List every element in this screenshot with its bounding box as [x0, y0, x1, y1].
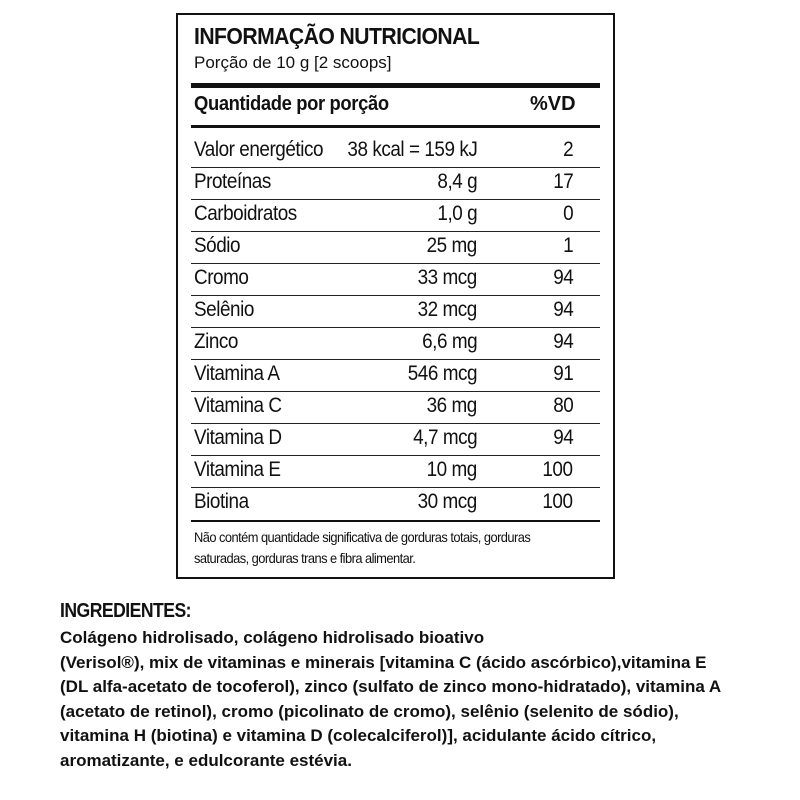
nutrient-name: Carboidratos [194, 202, 297, 225]
nutrient-vd: 94 [552, 330, 573, 353]
nutrient-name: Vitamina A [194, 362, 280, 385]
divider-thick [191, 83, 600, 88]
nutrient-quantity: 36 mg [426, 394, 477, 417]
table-row [191, 424, 600, 456]
divider-footer [191, 520, 600, 522]
portion-size: Porção de 10 g [2 scoops] [194, 53, 392, 72]
nutrient-quantity: 38 kcal = 159 kJ [347, 138, 477, 161]
nutrient-name: Vitamina E [194, 458, 281, 481]
table-row [191, 168, 600, 200]
table-row [191, 232, 600, 264]
divider-header [191, 125, 600, 128]
nutrient-table [191, 136, 600, 519]
table-row [191, 360, 600, 392]
nutrient-quantity: 1,0 g [437, 202, 477, 225]
nutrient-vd: 94 [552, 426, 573, 449]
table-row [191, 328, 600, 360]
nutrient-quantity: 10 mg [426, 458, 477, 481]
nutrient-quantity: 32 mcg [417, 298, 477, 321]
table-row [191, 488, 600, 519]
table-row [191, 456, 600, 488]
ingredients-title: INGREDIENTES: [60, 600, 192, 622]
table-row [191, 136, 600, 168]
panel-title: INFORMAÇÃO NUTRICIONAL [194, 23, 480, 49]
nutrient-vd: 17 [552, 170, 573, 193]
nutrient-vd: 94 [552, 298, 573, 321]
nutrient-name: Sódio [194, 234, 241, 257]
nutrition-facts-panel [176, 13, 615, 579]
nutrient-vd: 100 [542, 458, 573, 481]
table-row [191, 264, 600, 296]
nutrient-quantity: 6,6 mg [421, 330, 477, 353]
nutrient-vd: 91 [552, 362, 573, 385]
nutrient-name: Proteínas [194, 170, 271, 193]
table-row [191, 296, 600, 328]
table-row [191, 200, 600, 232]
nutrient-name: Selênio [194, 298, 254, 321]
nutrient-quantity: 30 mcg [417, 490, 477, 513]
ingredients-text: Colágeno hidrolisado, colágeno hidrolisado bioativo (Verisol®), mix de vitaminas e minerais [vitamina C (ácido ascórbico),vitamina E (DL alfa-acetato de tocoferol), zinco (sulfato de zinco mono-hidratado), vitamina A (acetato de retinol), cromo (picolinato de cromo), selênio (selenito de sódio), vitamina H (biotina) e vitamina D (colecalciferol)], acidulante ácido cítrico, aromatizante, e edulcorante estévia. [60, 628, 722, 770]
nutrient-name: Biotina [194, 490, 249, 513]
nutrient-quantity: 8,4 g [437, 170, 477, 193]
nutrient-vd: 94 [552, 266, 573, 289]
nutrient-vd: 100 [542, 490, 573, 513]
nutrient-vd: 2 [562, 138, 573, 161]
footnote: Não contém quantidade significativa de gorduras totais, gorduras saturadas, gorduras trans e fibra alimentar. [194, 529, 531, 566]
nutrient-name: Vitamina C [194, 394, 282, 417]
nutrient-vd: 80 [552, 394, 573, 417]
nutrient-vd: 1 [562, 234, 573, 257]
nutrient-quantity: 33 mcg [417, 266, 477, 289]
nutrient-name: Vitamina D [194, 426, 282, 449]
nutrient-vd: 0 [562, 202, 573, 225]
column-header-quantity: Quantidade por porção [194, 93, 389, 115]
nutrient-name: Cromo [194, 266, 249, 289]
nutrient-name: Valor energético [194, 138, 324, 161]
nutrient-quantity: 546 mcg [407, 362, 477, 385]
column-header-vd: %VD [530, 93, 576, 115]
table-row [191, 392, 600, 424]
nutrient-quantity: 25 mg [426, 234, 477, 257]
nutrient-quantity: 4,7 mcg [412, 426, 477, 449]
nutrient-name: Zinco [194, 330, 238, 353]
